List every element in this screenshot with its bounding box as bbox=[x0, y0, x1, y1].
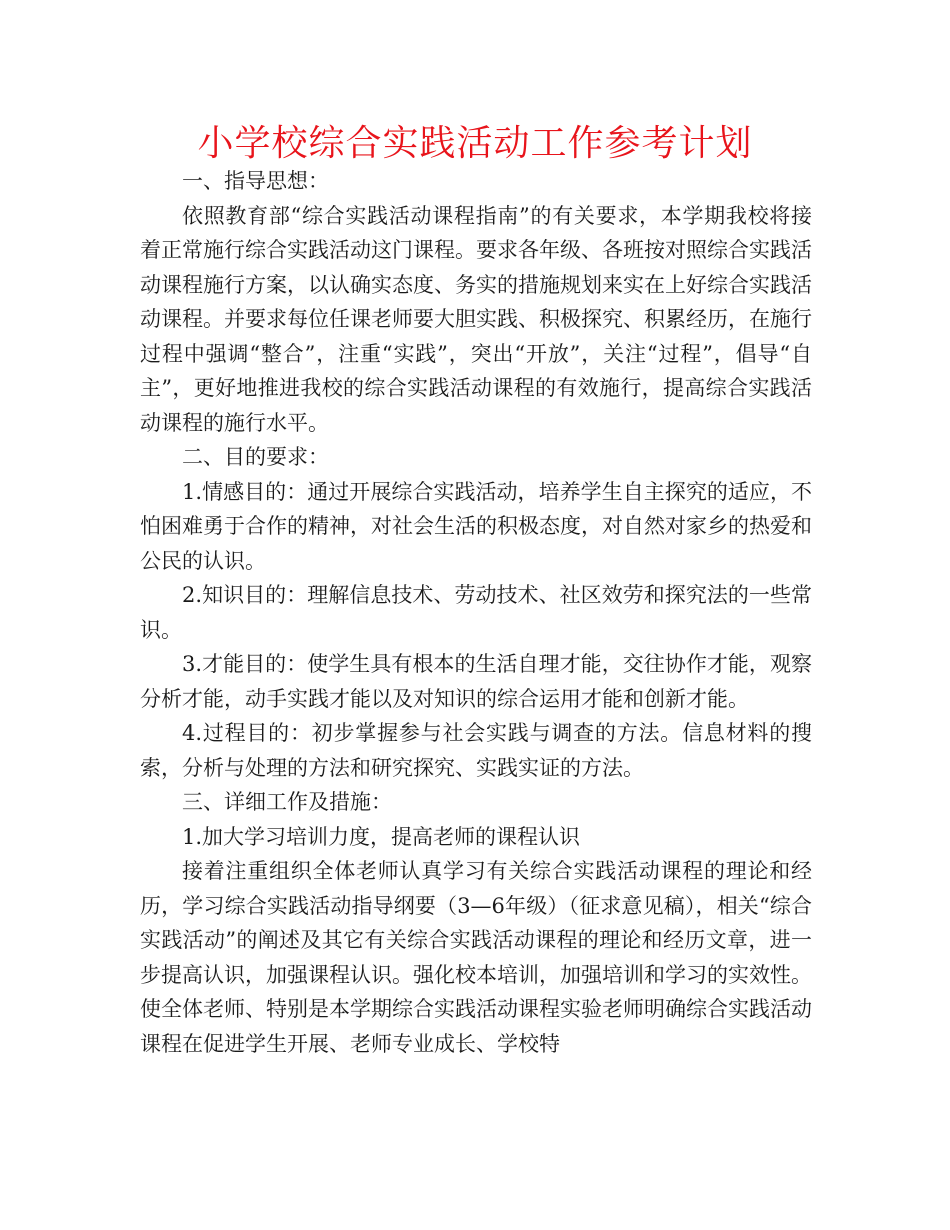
section-heading-goals: 二、目的要求： bbox=[182, 445, 329, 469]
subheading-training: 1.加大学习培训力度，提高老师的课程认识 bbox=[182, 824, 581, 849]
paragraph-training: 接着注重组织全体老师认真学习有关综合实践活动课程的理论和经历，学习综合实践活动指导纲要（3—6年级）（征求意见稿），相关“综合实践活动”的阐述及其它有关综合实践活动课程的理论和经历文章，进一步提高认识，加强课程认识。强化校本培训，加强培训和学习的实效性。使全体老师、特别是本学期综合实践活动课程实验老师明确综合实践活动课程在促进学生开展、老师专业成长、学校特 bbox=[140, 859, 812, 1056]
section-heading-measures: 三、详细工作及措施： bbox=[182, 790, 392, 814]
paragraph-goal-knowledge: 2.知识目的：理解信息技术、劳动技术、社区效劳和探究法的一些常识。 bbox=[140, 583, 812, 642]
paragraph-goal-process: 4.过程目的：初步掌握参与社会实践与调查的方法。信息材料的搜索，分析与处理的方法和研究探究、实践实证的方法。 bbox=[140, 721, 812, 780]
paragraph-goal-ability: 3.才能目的：使学生具有根本的生活自理才能，交往协作才能，观察分析才能，动手实践才能以及对知识的综合运用才能和创新才能。 bbox=[140, 652, 812, 711]
paragraph-guiding-thought: 依照教育部“综合实践活动课程指南”的有关要求，本学期我校将接着正常施行综合实践活动这门课程。要求各年级、各班按对照综合实践活动课程施行方案，以认确实态度、务实的措施规划来实在上好综合实践活动课程。并要求每位任课老师要大胆实践、积极探究、积累经历，在施行过程中强调“整合”，注重“实践”，突出“开放”，关注“过程”，倡导“自主”，更好地推进我校的综合实践活动课程的有效施行，提高综合实践活动课程的施行水平。 bbox=[140, 203, 812, 435]
document-body bbox=[140, 164, 812, 1061]
paragraph-goal-emotion: 1.情感目的：通过开展综合实践活动，培养学生自主探究的适应，不怕困难勇于合作的精神，对社会生活的积极态度，对自然对家乡的热爱和公民的认识。 bbox=[140, 479, 812, 573]
document-title: 小学校综合实践活动工作参考计划 bbox=[197, 123, 753, 164]
section-heading-guiding-thought: 一、指导思想： bbox=[182, 169, 329, 193]
